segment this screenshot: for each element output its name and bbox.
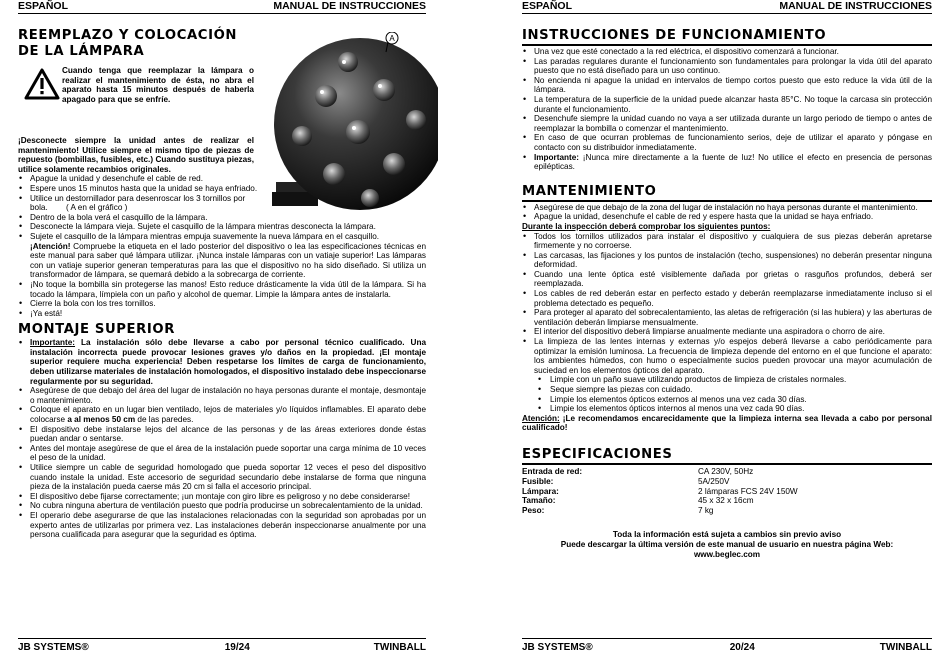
list-item: • Utilice un destornillador para desenroscar los 3 tornillos por bola. ( A en el gráfico ) bbox=[18, 194, 258, 213]
list-item: • No cubra ninguna abertura de ventilación puesto que podría producirse un sobrecalentamiento de la unidad. bbox=[18, 501, 426, 511]
page-footer bbox=[522, 638, 932, 652]
footer-model: TWINBALL bbox=[373, 642, 426, 653]
list-item: • Coloque el aparato en un lugar bien ventilado, lejos de materiales y/o líquidos inflamables. El aparato debe colocarse a al menos 50 cm de las paredes. bbox=[18, 405, 426, 424]
list-item: • La limpieza de las lentes internas y externas y/o espejos deberá llevarse a cabo periódicamente para optimizar la emisión luminosa. La frecuencia de limpieza depende del entorno en el que funcione el aparato: los ambientes húmedos, con humo o especialmente sucios pueden provocar una mayor acumulación de suciedad en los elementos ópticos del aparato. bbox=[522, 337, 932, 375]
lamp-steps-list-2 bbox=[18, 222, 426, 241]
list-item: • Dentro de la bola verá el casquillo de la lámpara. bbox=[18, 213, 258, 223]
footer-brand: JB SYSTEMS® bbox=[18, 642, 89, 653]
list-item: • El interior del dispositivo deberá limpiarse anualmente mediante una aspiradora o chorro de aire. bbox=[522, 327, 932, 337]
list-item: • Apague la unidad, desenchufe el cable de red y espere hasta que la unidad se haya enfriado. bbox=[522, 212, 932, 222]
table-row: Lámpara: 2 lámparas FCS 24V 150W bbox=[522, 486, 798, 496]
list-item: • Espere unos 15 minutos hasta que la unidad se haya enfriado. bbox=[18, 184, 258, 194]
list-item: • ¡No toque la bombilla sin protegerse las manos! Esto reduce drásticamente la vida útil de la lámpara. Si ha tocado la lámpara, límpiela con un paño y alcohol de quemar. Limpie la lámpara antes de instalarla. bbox=[18, 280, 426, 299]
list-item: • Cuando una lente óptica esté visiblemente dañada por grietas o rasguños profundos, deberá ser reemplazada. bbox=[522, 270, 932, 289]
header-title: MANUAL DE INSTRUCCIONES bbox=[273, 0, 426, 12]
list-item: • Limpie los elementos ópticos externos al menos una vez cada 30 días. bbox=[522, 395, 932, 405]
mantenimiento-list bbox=[522, 203, 932, 222]
list-item: • En caso de que ocurran problemas de funcionamiento serios, deje de utilizar el aparato y póngase en contacto con su distribuidor inmediatamente. bbox=[522, 133, 932, 152]
montaje-list bbox=[18, 338, 426, 539]
callout-a-label: A bbox=[389, 34, 395, 43]
page-header bbox=[522, 0, 932, 14]
page-footer bbox=[18, 638, 426, 652]
cleaning-sublist bbox=[522, 375, 932, 413]
right-page bbox=[522, 0, 932, 654]
list-item: • Los cables de red deberán estar en perfecto estado y deberán reemplazarse inmediatamente incluso si el problema detectado es pequeño. bbox=[522, 289, 932, 308]
twinball-photo bbox=[266, 32, 438, 244]
list-item: • Importante: La instalación sólo debe llevarse a cabo por personal técnico cualificado. Una instalación incorrecta puede provocar lesiones graves y/o daños en la propiedad. ¡El montaje superior requiere mucha experiencia! Deben respetarse los límites de carga de funcionamiento, deben utilizarse materiales de instalación homologados, el dispositivo instalado debe inspeccionarse regularmente por su seguridad. bbox=[18, 338, 426, 386]
table-row: Tamaño: 45 x 32 x 16cm bbox=[522, 496, 754, 506]
website-link[interactable]: www.beglec.com bbox=[693, 549, 761, 559]
list-item: • El dispositivo debe instalarse lejos del alcance de las personas y de las áreas exteriores donde éstas puedan andar o sentarse. bbox=[18, 425, 426, 444]
section-title-funcionamiento: INSTRUCCIONES DE FUNCIONAMIENTO bbox=[522, 28, 932, 46]
list-item: • Limpie con un paño suave utilizando productos de limpieza de cristales normales. bbox=[522, 375, 932, 385]
list-item: • Todos los tornillos utilizados para instalar el dispositivo y cualquiera de sus piezas deberán apretarse firmemente y no corroerse. bbox=[522, 232, 932, 251]
disclaimer-line: Toda la información está sujeta a cambios sin previo aviso bbox=[612, 529, 842, 539]
list-item: • Antes del montaje asegúrese de que el área de la instalación puede soportar una carga mínima de 10 veces el peso de la unidad. bbox=[18, 444, 426, 463]
warning-triangle-icon bbox=[24, 68, 60, 100]
list-item: • Las paradas regulares durante el funcionamiento son fundamentales para prolongar la vida útil del aparato puesto que no está diseñado para un uso continuo. bbox=[522, 57, 932, 76]
header-language: ESPAÑOL bbox=[18, 0, 68, 12]
warning-text: Cuando tenga que reemplazar la lámpara o realizar el mantenimiento de ésta, no abra el aparato hasta 15 minutos después de haberla apagado para que se enfríe. bbox=[62, 66, 254, 104]
warning-bold-text: ¡Desconecte siempre la unidad antes de realizar el mantenimiento! Utilice siempre el mismo tipo de piezas de repuesto (bombillas, fusibles, etc.) Cuando sustituya piezas, utilice solamente recambios originales. bbox=[18, 136, 254, 174]
list-item: • Para proteger al aparato del sobrecalentamiento, las aletas de refrigeración (si las hubiera) y las aberturas de ventilación deberán limpiarse mensualmente. bbox=[522, 308, 932, 327]
list-item: • Cierre la bola con los tres tornillos. bbox=[18, 299, 426, 309]
list-item: • Asegúrese de que debajo de la zona del lugar de instalación no haya personas durante el mantenimiento. bbox=[522, 203, 932, 213]
specs-table bbox=[522, 467, 798, 516]
atencion-note: Atención: ¡Le recomendamos encarecidamente que la limpieza interna sea llevada a cabo por personal cualificado! bbox=[522, 413, 932, 433]
list-item: • Asegúrese de que debajo del área del lugar de instalación no haya personas durante el montaje, desmontaje o mantenimiento. bbox=[18, 386, 426, 405]
section-title-reemplazo: REEMPLAZO Y COLOCACIÓN bbox=[18, 28, 238, 43]
disclaimer-block bbox=[522, 530, 932, 559]
section-title-reemplazo-line2: DE LA LÁMPARA bbox=[18, 44, 145, 59]
table-row: Fusible: 5A/250V bbox=[522, 476, 730, 486]
section-title-especificaciones: ESPECIFICACIONES bbox=[522, 447, 932, 465]
inspection-heading: Durante la inspección deberá comprobar los siguientes puntos: bbox=[522, 221, 771, 231]
lamp-steps-list bbox=[18, 174, 258, 222]
footer-model: TWINBALL bbox=[879, 642, 932, 653]
funcionamiento-list bbox=[522, 47, 932, 172]
list-item: • Desenchufe siempre la unidad cuando no vaya a ser utilizada durante un largo periodo de tiempo o antes de reemplazar la bombilla o comenzar el mantenimiento. bbox=[522, 114, 932, 133]
footer-page-number: 20/24 bbox=[729, 642, 755, 653]
list-item: • El dispositivo debe fijarse correctamente; ¡un montaje con giro libre es peligroso y no debe considerarse! bbox=[18, 492, 426, 502]
list-item: • Las carcasas, las fijaciones y los puntos de instalación (techo, suspensiones) no deberán presentar ninguna deformidad. bbox=[522, 251, 932, 270]
footer-brand: JB SYSTEMS® bbox=[522, 642, 593, 653]
list-item: • Una vez que esté conectado a la red eléctrica, el dispositivo comenzará a funcionar. bbox=[522, 47, 932, 57]
disclaimer-line: Puede descargar la última versión de este manual de usuario en nuestra página Web: bbox=[560, 539, 894, 549]
table-row: Entrada de red: CA 230V, 50Hz bbox=[522, 466, 754, 476]
list-item: • ¡Ya está! bbox=[18, 309, 426, 319]
table-row: Peso: 7 kg bbox=[522, 506, 714, 516]
list-item: • Desconecte la lámpara vieja. Sujete el casquillo de la lámpara mientras desconecta la lámpara. bbox=[18, 222, 426, 232]
left-page bbox=[18, 0, 426, 654]
list-item: • Seque siempre las piezas con cuidado. bbox=[522, 385, 932, 395]
header-language: ESPAÑOL bbox=[522, 0, 572, 12]
section-title-mantenimiento: MANTENIMIENTO bbox=[522, 184, 932, 202]
list-item: • Importante: ¡Nunca mire directamente a la fuente de luz! No utilice el efecto en presencia de personas epilépticas. bbox=[522, 153, 932, 172]
header-title: MANUAL DE INSTRUCCIONES bbox=[779, 0, 932, 12]
lamp-steps-list-3 bbox=[18, 280, 426, 318]
footer-page-number: 19/24 bbox=[224, 642, 250, 653]
atencion-note: ¡Atención! Compruebe la etiqueta en el lado posterior del dispositivo o lea las especificaciones técnicas en este manual para saber qué lámpara utilizar. ¡Nunca instale lámparas con un vatiaje superior! Las lámparas con un vatiaje superior generan temperaturas para las que el dispositivo no ha sido diseñado. Si utiliza un transformador de lámpara, se quemará debido a la sobrecarga de corriente. bbox=[30, 241, 426, 280]
inspection-list bbox=[522, 232, 932, 376]
list-item: • Apague la unidad y desenchufe el cable de red. bbox=[18, 174, 258, 184]
list-item: • No encienda ni apague la unidad en intervalos de tiempo cortos puesto que esto reduce la vida útil de la lámpara. bbox=[522, 76, 932, 95]
list-item: • Limpie los elementos ópticos internos al menos una vez cada 90 días. bbox=[522, 404, 932, 414]
section-title-montaje: MONTAJE SUPERIOR bbox=[18, 322, 175, 338]
list-item: • El operario debe asegurarse de que las instalaciones relacionadas con la seguridad son aprobadas por un experto antes de utilizarlas por primera vez. Las instalaciones deberán inspeccionarse anualmente por una persona cualificada para asegurar que la seguridad es óptima. bbox=[18, 511, 426, 540]
list-item: • Utilice siempre un cable de seguridad homologado que pueda soportar 12 veces el peso del dispositivo cuando instale la unidad. Este accesorio de seguridad secundario debe instalarse de forma que ninguna pieza de la instalación pueda caerse más 20 cm si falla el accesorio principal. bbox=[18, 463, 426, 492]
page-header bbox=[18, 0, 426, 14]
list-item: • La temperatura de la superficie de la unidad puede alcanzar hasta 85°C. No toque la carcasa sin protección durante el funcionamiento. bbox=[522, 95, 932, 114]
list-item: • Sujete el casquillo de la lámpara mientras empuja suavemente la nueva lámpara en el casquillo. bbox=[18, 232, 426, 242]
